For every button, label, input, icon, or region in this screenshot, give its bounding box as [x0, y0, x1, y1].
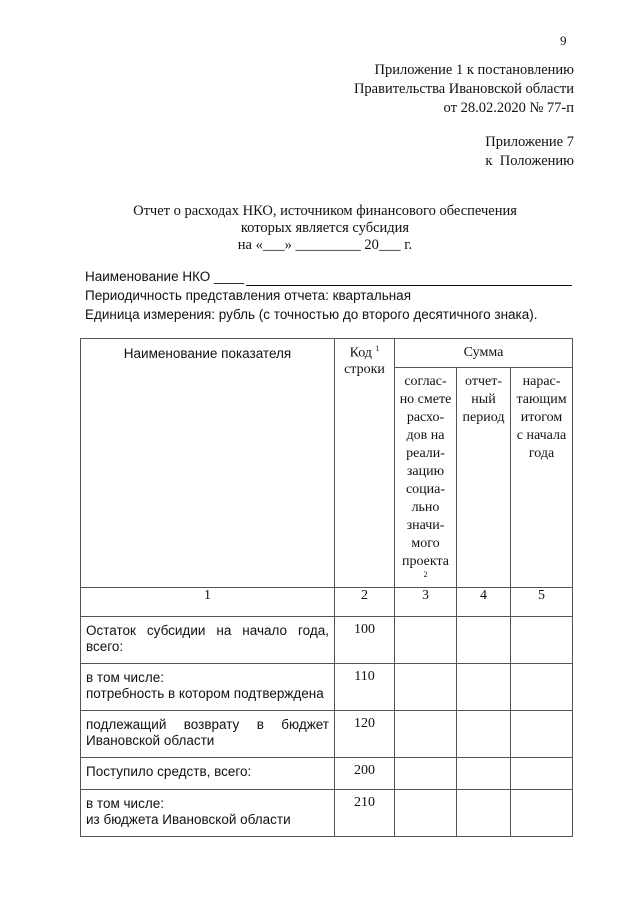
header-estimate-line: соглас-: [404, 374, 447, 389]
header-period-line: отчет-: [465, 374, 502, 389]
row-cell: [457, 790, 511, 837]
header-period-line: период: [462, 410, 505, 425]
row-code: 100: [335, 617, 395, 664]
row-code: 210: [335, 790, 395, 837]
header-estimate-line: реали-: [406, 446, 445, 461]
appendix-7-line1: Приложение 7: [485, 134, 574, 150]
header-cumulative-line: нарас-: [522, 374, 561, 389]
header-estimate-line: зацию: [406, 464, 445, 479]
header-cumulative-line: тающим: [516, 392, 567, 407]
row-cell: [511, 617, 573, 664]
report-title-line3: на «___» _________ 20___ г.: [237, 237, 413, 253]
header-estimate-line: мого: [411, 536, 440, 551]
table-row: [81, 711, 573, 758]
header-period-line: ный: [471, 392, 496, 407]
header-cumulative-line: итогом: [520, 410, 563, 425]
header-cumulative: [511, 368, 573, 588]
table-row: [81, 617, 573, 664]
header-estimate-line: дов на: [406, 428, 445, 443]
row-cell: [395, 617, 457, 664]
appendix-7-line2: к Положению: [485, 153, 574, 169]
row-cell: [511, 758, 573, 790]
header-estimate-line: расхо-: [406, 410, 445, 425]
row-label: Поступило средств, всего:: [81, 758, 335, 790]
unit-text: Единица измерения: рубль (с точностью до второго десятичного знака).: [85, 307, 538, 322]
row-cell: [395, 758, 457, 790]
row-label: подлежащий возврату в бюджет Ивановской области: [81, 711, 335, 758]
header-cumulative-line: с начала: [516, 428, 567, 443]
column-number: 3: [395, 588, 457, 617]
row-cell: [395, 711, 457, 758]
row-cell: [457, 664, 511, 711]
row-label: Остаток субсидии на начало года, всего:: [81, 617, 335, 664]
column-number: 4: [457, 588, 511, 617]
row-cell: [457, 758, 511, 790]
row-cell: [395, 664, 457, 711]
row-cell: [457, 711, 511, 758]
appendix-7-header: [485, 133, 574, 171]
periodicity-text: Периодичность представления отчета: квартальная: [85, 288, 412, 303]
row-label: в том числе: из бюджета Ивановской области: [81, 790, 335, 837]
header-estimate: соглас- но смете расхо- дов на реали- зацию социа- льно значи- мого проекта $^2$: [395, 368, 457, 588]
header-estimate-line: социа-: [405, 482, 446, 497]
header-estimate-line: льно: [411, 500, 440, 515]
row-cell: [511, 790, 573, 837]
table-row: [81, 790, 573, 837]
row-cell: [511, 664, 573, 711]
nko-name-underline: [246, 285, 572, 286]
header-sum: Сумма: [395, 339, 573, 368]
report-title-line1: Отчет о расходах НКО, источником финансового обеспечения: [133, 203, 517, 219]
report-title: [0, 203, 640, 254]
appendix-1-header: [354, 61, 574, 118]
header-estimate-line: значи-: [406, 518, 445, 533]
report-title-line2: которых является субсидия: [240, 220, 410, 236]
row-cell: [395, 790, 457, 837]
row-code: 110: [335, 664, 395, 711]
header-name: Наименование показателя: [81, 339, 335, 588]
row-cell: [511, 711, 573, 758]
column-number: 1: [81, 588, 335, 617]
header-code: Код $^1$ строки: [335, 339, 395, 588]
appendix-1-line1: Приложение 1 к постановлению: [374, 62, 574, 78]
header-estimate-line: проекта: [402, 554, 449, 569]
table-row: [81, 758, 573, 790]
row-code: 120: [335, 711, 395, 758]
page-number: 9: [560, 33, 567, 48]
table-header-row: [81, 339, 573, 368]
row-label: в том числе: потребность в котором подтверждена: [81, 664, 335, 711]
header-period: [457, 368, 511, 588]
report-table: [80, 338, 573, 837]
column-number: 5: [511, 588, 573, 617]
table-row: [81, 664, 573, 711]
appendix-1-line2: Правительства Ивановской области: [353, 81, 574, 97]
header-cumulative-line: года: [528, 446, 555, 461]
appendix-1-line3: от 28.02.2020 № 77-п: [443, 100, 574, 116]
column-numbers-row: [81, 588, 573, 617]
row-code: 200: [335, 758, 395, 790]
header-estimate-line: но смете: [399, 392, 452, 407]
nko-name-label: Наименование НКО ____: [85, 269, 245, 284]
column-number: 2: [335, 588, 395, 617]
row-cell: [457, 617, 511, 664]
